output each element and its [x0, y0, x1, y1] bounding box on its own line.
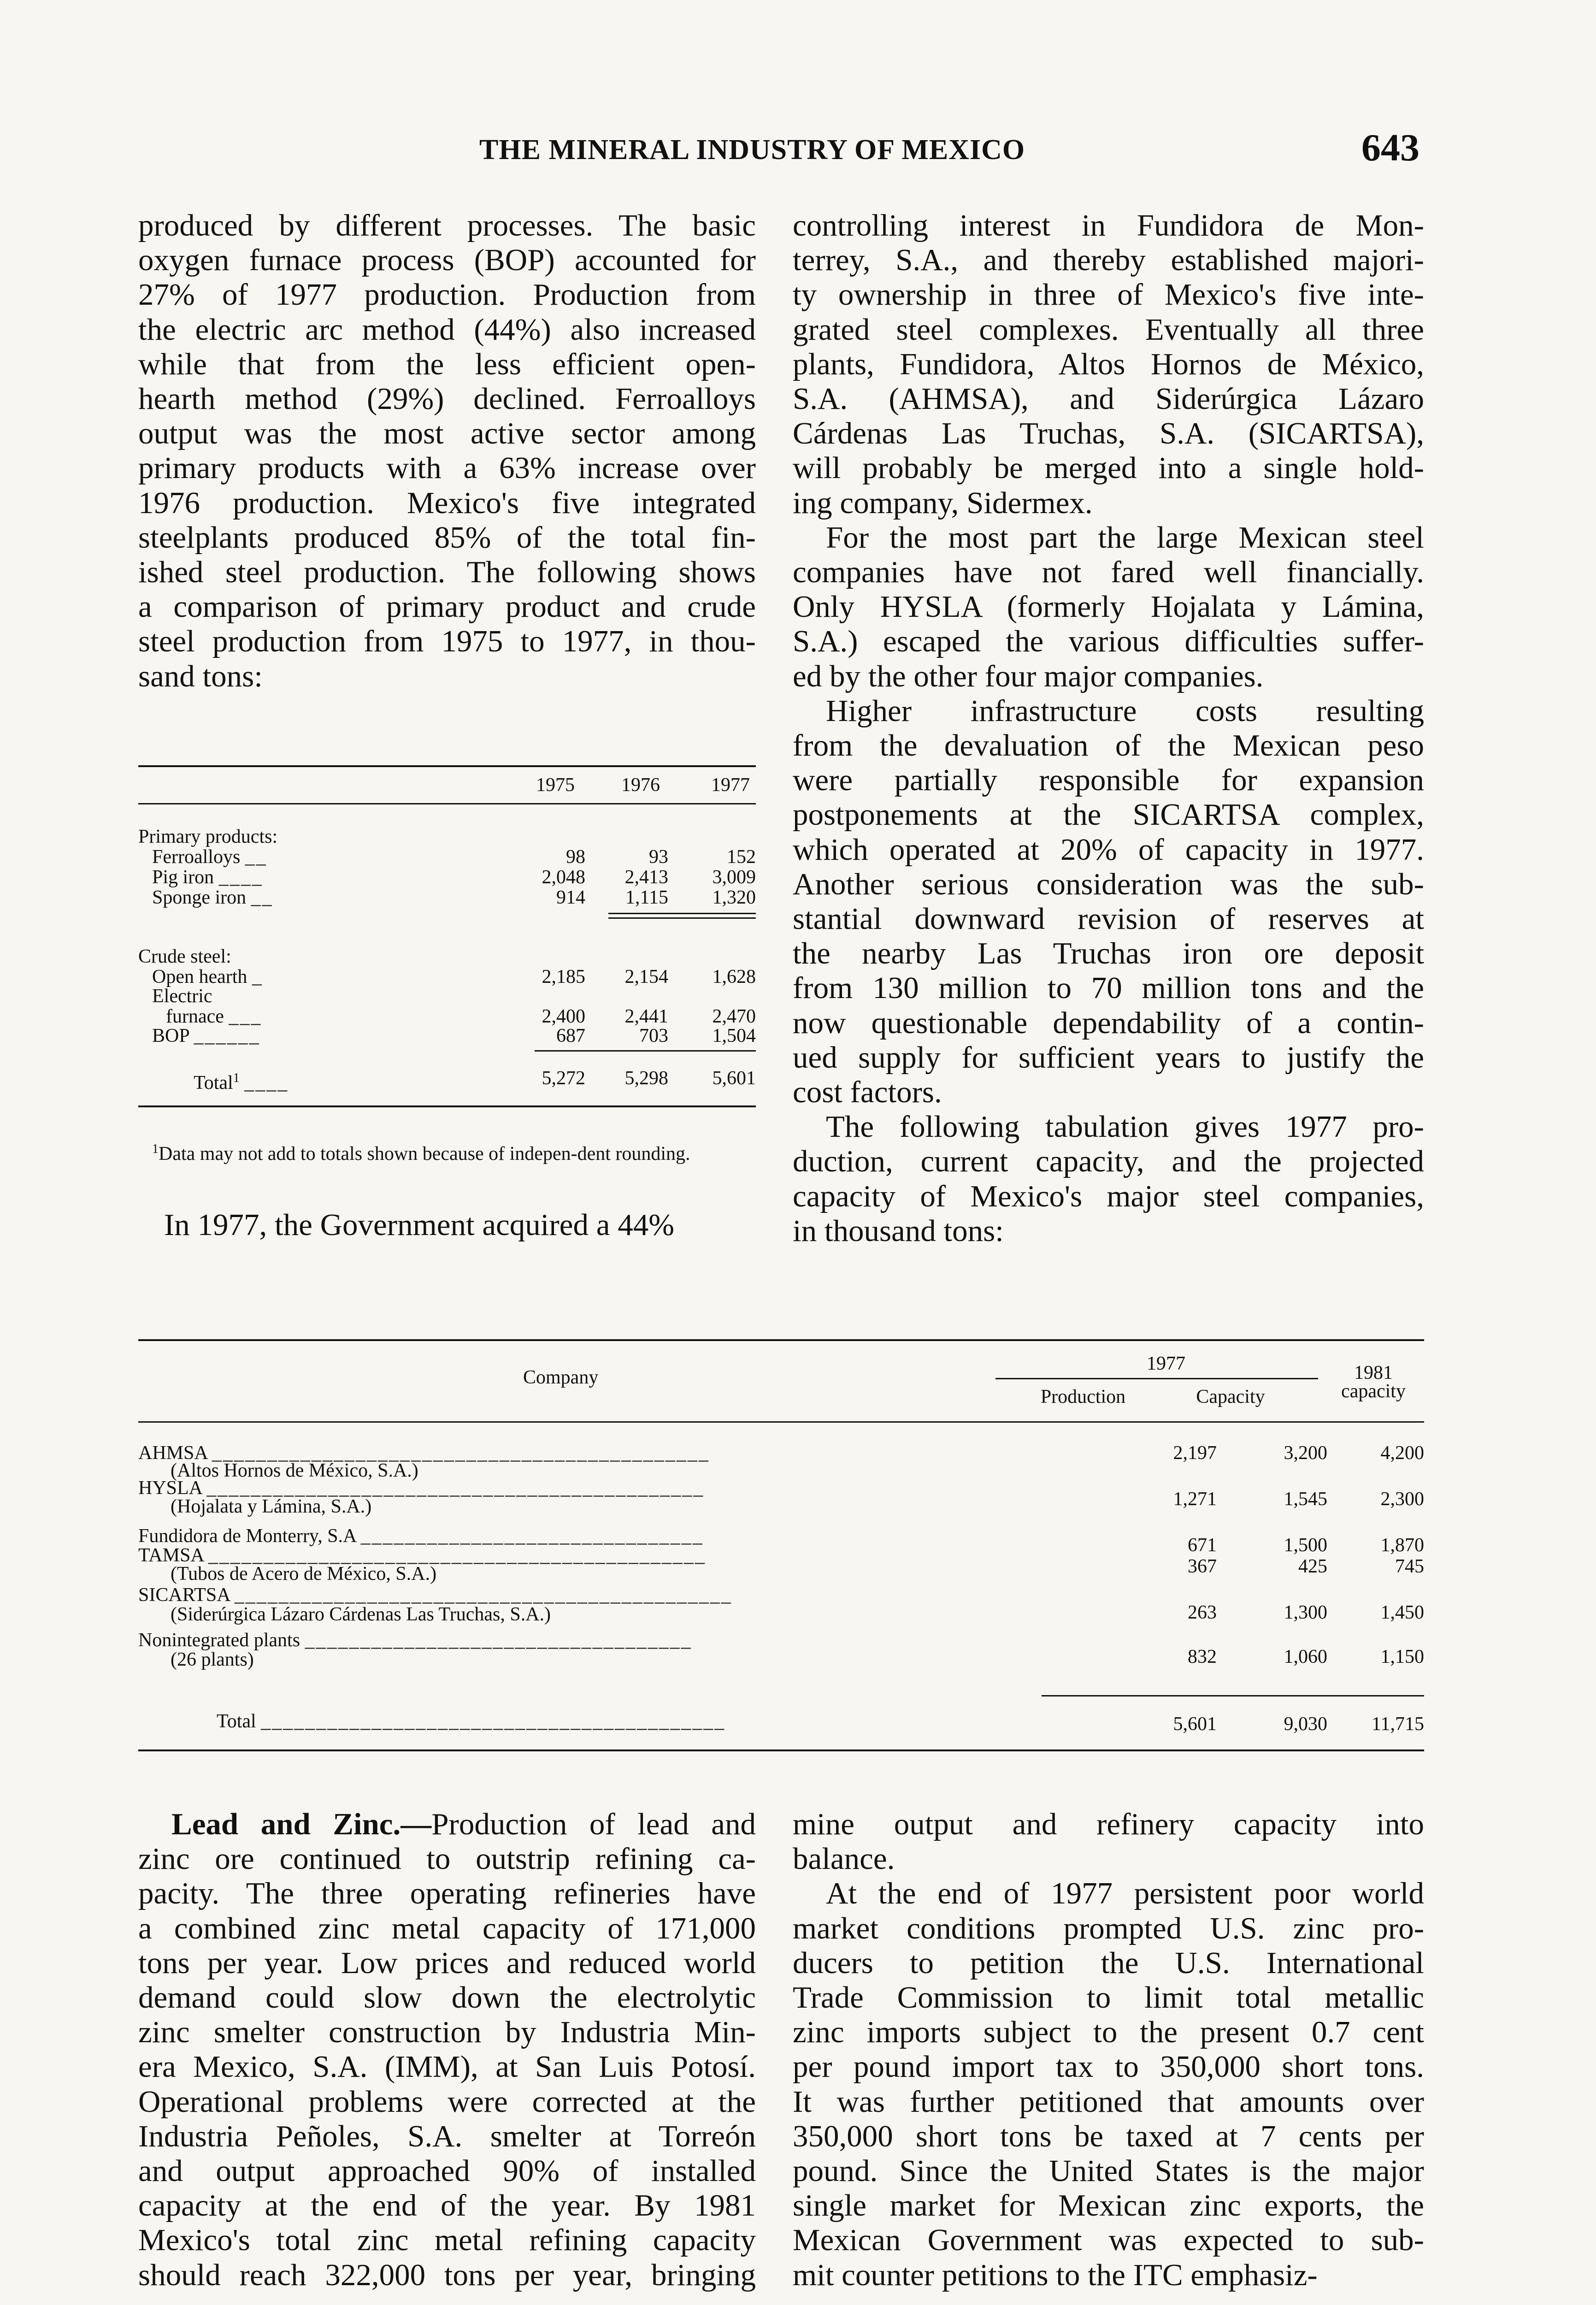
cell-value: 1,115 — [625, 887, 668, 908]
text-line: from 130 million to 70 million tons and the — [793, 971, 1424, 1005]
text-line: ished steel production. The following shows — [138, 555, 756, 590]
cell-production: 671 — [1188, 1535, 1217, 1556]
cell-capacity-1981: 1,150 — [1380, 1646, 1424, 1667]
subtotal-rule — [608, 913, 756, 914]
row-company: HYSLA _____________________________________________ — [138, 1478, 705, 1499]
text-line: pound. Since the United States is the major — [793, 2154, 1424, 2188]
text-line: capacity at the end of the year. By 1981 — [138, 2188, 756, 2223]
text-line: For the most part the large Mexican steel — [826, 520, 1424, 555]
cell-capacity: 1,500 — [1284, 1535, 1327, 1556]
text-line: sand tons: — [138, 659, 263, 693]
row-label-open-hearth: Open hearth _ — [152, 966, 263, 987]
table-header-rule — [138, 1421, 1424, 1423]
table-bottom-rule — [138, 1749, 1424, 1751]
col-header-1976: 1976 — [621, 774, 660, 796]
text-line: Mexican Government was expected to sub- — [793, 2223, 1424, 2258]
text-line: should reach 322,000 tons per year, bringing — [138, 2258, 756, 2292]
text-line: The following tabulation gives 1977 pro- — [826, 1110, 1424, 1144]
text-line: hearth method (29%) declined. Ferroalloys — [138, 382, 756, 416]
text-line: terrey, S.A., and thereby established majori- — [793, 243, 1424, 278]
text-line: It was further petitioned that amounts over — [793, 2084, 1424, 2119]
cell-value: 5,601 — [712, 1068, 756, 1089]
subtotal-rule — [608, 917, 756, 919]
text-line: Another serious consideration was the sub- — [793, 867, 1424, 901]
col-header-company: Company — [523, 1367, 599, 1388]
text-line: oxygen furnace process (BOP) accounted for — [138, 243, 756, 278]
cell-capacity-1981: 4,200 — [1380, 1442, 1424, 1464]
text-line: ued supply for sufficient years to justify the — [793, 1040, 1424, 1075]
section-label-primary: Primary products: — [138, 826, 278, 847]
cell-capacity-1981: 11,715 — [1372, 1714, 1424, 1735]
table-footnote: $^1$Data may not add to totals shown because of indepen-dent rounding. — [152, 1142, 690, 1164]
text-line: Higher infrastructure costs resulting — [826, 693, 1424, 728]
text-line: zinc smelter construction by Industria Min- — [138, 2015, 756, 2050]
text-line: primary products with a 63% increase over — [138, 451, 756, 485]
text-line: Operational problems were corrected at the — [138, 2084, 756, 2119]
text-line: from the devaluation of the Mexican peso — [793, 728, 1424, 763]
text-line: now questionable dependability of a contin- — [793, 1005, 1424, 1040]
cell-value: 687 — [556, 1025, 585, 1046]
left-column-top-paragraph — [138, 208, 756, 694]
row-company: TAMSA _____________________________________________ — [138, 1545, 706, 1566]
text-line: pacity. The three operating refineries have — [138, 1876, 756, 1911]
cell-production: 5,601 — [1173, 1714, 1217, 1735]
table-header-rule — [138, 803, 756, 804]
cell-value: 703 — [639, 1025, 668, 1046]
table-top-rule — [138, 1339, 1424, 1341]
section-heading: Lead and Zinc. — [171, 1807, 401, 1841]
cell-value: 2,441 — [624, 1006, 668, 1027]
text-line: At the end of 1977 persistent poor world — [826, 1876, 1424, 1911]
text-line: mine output and refinery capacity into — [793, 1807, 1424, 1841]
cell-capacity: 1,060 — [1284, 1646, 1327, 1667]
row-label-electric: Electric — [152, 986, 212, 1007]
row-label-sponge-iron: Sponge iron __ — [152, 887, 273, 908]
col-header-production: Production — [1040, 1386, 1126, 1407]
right-column-top-text — [793, 208, 1424, 1248]
right-column-bottom-text — [793, 1807, 1424, 2293]
text-line: tons per year. Low prices and reduced world — [138, 1945, 756, 1980]
text-line: cost factors. — [793, 1075, 942, 1110]
text-line: steel production from 1975 to 1977, in thou- — [138, 624, 756, 659]
text-line: single market for Mexican zinc exports, the — [793, 2188, 1424, 2223]
cell-value: 2,048 — [542, 867, 585, 888]
col-header-capacity: Capacity — [1196, 1386, 1265, 1407]
cell-capacity: 1,545 — [1284, 1489, 1327, 1510]
text-line: will probably be merged into a single hold- — [793, 451, 1424, 485]
text-line: mit counter petitions to the ITC emphasiz- — [793, 2258, 1318, 2292]
text-line: were partially responsible for expansion — [793, 763, 1424, 798]
row-company-subtitle: (Tubos de Acero de México, S.A.) — [171, 1563, 437, 1584]
text-line: in thousand tons: — [793, 1213, 1004, 1248]
text-line: ducers to petition the U.S. International — [793, 1945, 1424, 1980]
text-line: companies have not fared well financially. — [793, 555, 1424, 590]
cell-capacity-1981: 2,300 — [1380, 1489, 1424, 1510]
text-line: demand could slow down the electrolytic — [138, 1980, 756, 2015]
cell-capacity: 3,200 — [1284, 1442, 1327, 1464]
text-line: market conditions prompted U.S. zinc pro- — [793, 1911, 1424, 1945]
table-top-rule — [138, 765, 756, 767]
text-line: produced by different processes. The basic — [138, 208, 756, 242]
text-line: a comparison of primary product and crude — [138, 590, 756, 624]
cell-production: 263 — [1188, 1602, 1217, 1623]
text-line: output was the most active sector among — [138, 416, 756, 451]
text-line: postponements at the SICARTSA complex, — [793, 798, 1424, 832]
total-rule — [535, 1050, 756, 1052]
row-company-subtitle: (Siderúrgica Lázaro Cárdenas Las Truchas, S.A.) — [171, 1604, 551, 1625]
cell-value: 1,628 — [712, 966, 756, 987]
text-line: Mexico's total zinc metal refining capacity — [138, 2223, 756, 2258]
cell-value: 3,009 — [712, 867, 756, 888]
text-line: 27% of 1977 production. Production from — [138, 278, 756, 312]
lead-and-zinc-section — [138, 1807, 756, 2293]
row-company: SICARTSA _____________________________________________ — [138, 1584, 732, 1606]
cell-value: 914 — [556, 887, 585, 908]
text-line: Trade Commission to limit total metallic — [793, 1980, 1424, 2015]
col-header-1975: 1975 — [536, 774, 575, 796]
text-line: while that from the less efficient open- — [138, 347, 756, 381]
cell-value: 2,470 — [712, 1006, 756, 1027]
text-line: ing company, Sidermex. — [793, 485, 1093, 520]
row-company: Nonintegrated plants ___________________________________ — [138, 1630, 692, 1651]
running-head — [138, 125, 1419, 176]
page-number: 643 — [1361, 126, 1419, 169]
cell-production: 2,197 — [1173, 1442, 1217, 1464]
cell-value: 152 — [727, 846, 756, 868]
text-line: which operated at 20% of capacity in 1977. — [793, 832, 1424, 867]
col-header-1977: 1977 — [711, 774, 750, 796]
text-line: per pound import tax to 350,000 short tons. — [793, 2050, 1424, 2084]
row-company-subtitle: (Hojalata y Lámina, S.A.) — [171, 1496, 372, 1517]
text-line: ty ownership in three of Mexico's five inte- — [793, 278, 1424, 312]
text-line: a combined zinc metal capacity of 171,000 — [138, 1911, 756, 1945]
row-total: Total __________________________________________ — [217, 1711, 726, 1732]
left-column-continuation: In 1977, the Government acquired a 44% — [164, 1208, 675, 1242]
running-title: THE MINERAL INDUSTRY OF MEXICO — [479, 134, 1025, 165]
text-line: capacity of Mexico's major steel companies, — [793, 1179, 1424, 1213]
row-label-ferroalloys: Ferroalloys __ — [152, 846, 267, 868]
text-line: S.A. (AHMSA), and Siderúrgica Lázaro — [793, 382, 1424, 416]
text-line: steelplants produced 85% of the total fin- — [138, 520, 756, 555]
cell-capacity-1981: 1,450 — [1380, 1602, 1424, 1623]
text-line: Lead and Zinc.—Production of lead and — [171, 1807, 756, 1841]
text-line: the nearby Las Truchas iron ore deposit — [793, 936, 1424, 971]
text-line: the electric arc method (44%) also increased — [138, 312, 756, 347]
text-line: controlling interest in Fundidora de Mon- — [793, 208, 1424, 242]
cell-value: 5,298 — [624, 1068, 668, 1089]
table-bottom-rule — [138, 1105, 756, 1107]
col-header-1981-capacity: capacity — [1341, 1381, 1406, 1402]
text-line: Industria Peñoles, S.A. smelter at Torreón — [138, 2119, 756, 2153]
row-company-subtitle: (Altos Hornos de México, S.A.) — [171, 1460, 418, 1481]
cell-capacity-1981: 745 — [1395, 1556, 1424, 1577]
text-line: Only HYSLA (formerly Hojalata y Lámina, — [793, 590, 1424, 624]
row-company: Fundidora de Monterry, S.A _______________________________ — [138, 1525, 704, 1547]
cell-value: 2,413 — [624, 867, 668, 888]
cell-capacity: 9,030 — [1284, 1714, 1327, 1735]
cell-value: 2,154 — [624, 966, 668, 987]
row-label-total: Total$^1$ ____ — [194, 1071, 289, 1093]
total-rule — [1042, 1695, 1424, 1696]
row-label-pig-iron: Pig iron ____ — [152, 867, 263, 888]
text-line: Cárdenas Las Truchas, S.A. (SICARTSA), — [793, 416, 1424, 451]
cell-value: 2,185 — [542, 966, 585, 987]
text-line: balance. — [793, 1842, 895, 1876]
row-label-furnace: furnace ___ — [166, 1006, 262, 1027]
cell-production: 1,271 — [1173, 1489, 1217, 1510]
text-line: zinc imports subject to the present 0.7 cent — [793, 2015, 1424, 2050]
cell-capacity: 1,300 — [1284, 1602, 1327, 1623]
cell-value: 1,320 — [712, 887, 756, 908]
text-line: zinc ore continued to outstrip refining ca- — [138, 1842, 756, 1876]
text-line: 350,000 short tons be taxed at 7 cents per — [793, 2119, 1424, 2153]
cell-value: 2,400 — [542, 1006, 585, 1027]
cell-value: 93 — [649, 846, 668, 868]
col-header-1981: 1981 — [1354, 1362, 1393, 1383]
text-line: S.A.) escaped the various difficulties suffer- — [793, 624, 1424, 659]
cell-value: 1,504 — [712, 1025, 756, 1046]
text-line: grated steel complexes. Eventually all three — [793, 312, 1424, 347]
text-line: 1976 production. Mexico's five integrated — [138, 485, 756, 520]
row-company: AHMSA _____________________________________________ — [138, 1442, 710, 1464]
row-company-subtitle: (26 plants) — [171, 1649, 254, 1670]
text-line: duction, current capacity, and the projected — [793, 1144, 1424, 1179]
cell-production: 832 — [1188, 1646, 1217, 1667]
text-line: stantial downward revision of reserves at — [793, 902, 1424, 936]
text-line: era Mexico, S.A. (IMM), at San Luis Potosí. — [138, 2050, 756, 2084]
text-line: ed by the other four major companies. — [793, 659, 1264, 693]
cell-capacity-1981: 1,870 — [1380, 1535, 1424, 1556]
section-label-crude: Crude steel: — [138, 946, 231, 967]
cell-value: 98 — [566, 846, 585, 868]
col-header-1977: 1977 — [1147, 1353, 1185, 1374]
row-label-bop: BOP ______ — [152, 1025, 260, 1046]
cell-capacity: 425 — [1298, 1556, 1327, 1577]
text-line: plants, Fundidora, Altos Hornos de México, — [793, 347, 1424, 381]
year-span-rule — [995, 1378, 1318, 1379]
cell-production: 367 — [1188, 1556, 1217, 1577]
text-line: and output approached 90% of installed — [138, 2154, 756, 2188]
cell-value: 5,272 — [542, 1068, 585, 1089]
